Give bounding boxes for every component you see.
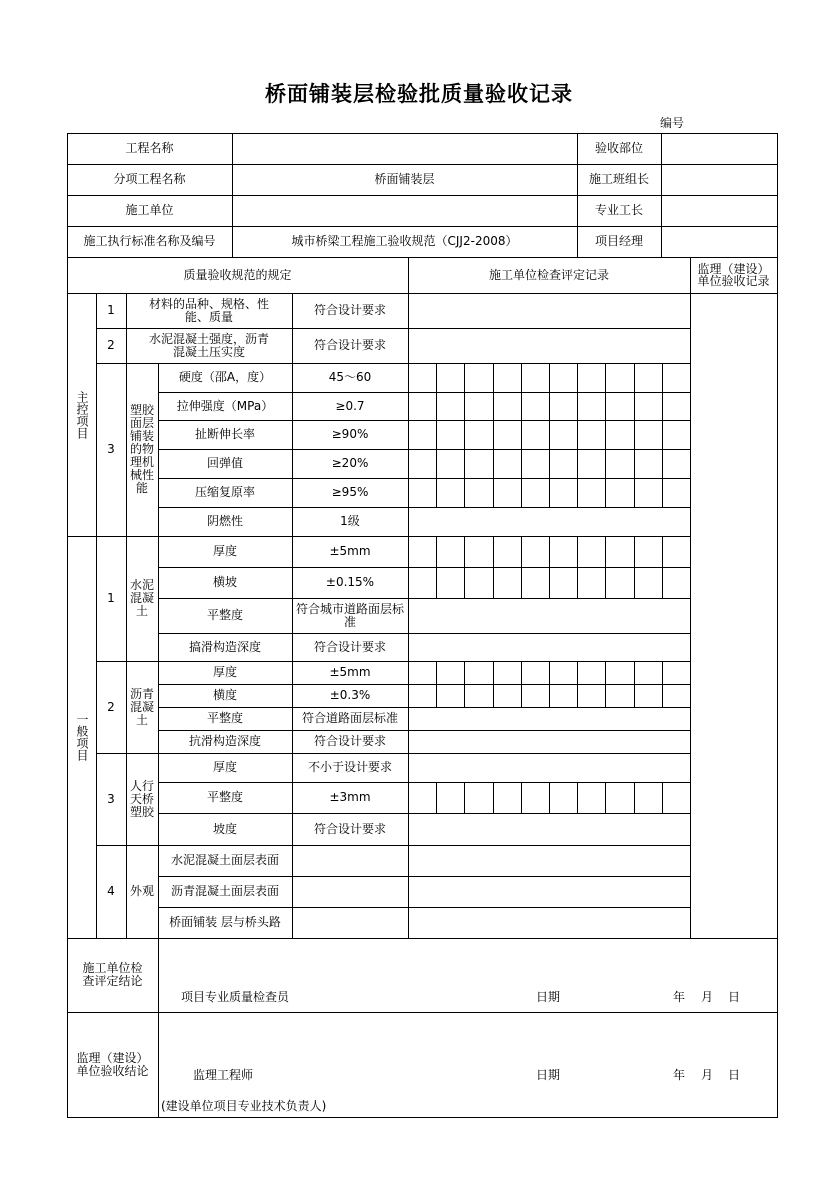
main-item-3-record-cell[interactable]: [577, 449, 605, 478]
main-item-3-record-cell[interactable]: [521, 392, 549, 420]
main-item-3-record-cell[interactable]: [436, 363, 464, 392]
main-item-3-record-cell[interactable]: [549, 449, 577, 478]
main-item-3-record-cell[interactable]: [605, 420, 633, 449]
contractor-conclusion-label: 施工单位检查评定结论: [82, 961, 143, 988]
general-item-group: [126, 753, 158, 845]
main-item-3-record-cell[interactable]: [436, 392, 464, 420]
main-item-3-record-cell[interactable]: [464, 449, 492, 478]
standard-field[interactable]: 城市桥梁工程施工验收规范（CJJ2-2008）: [291, 234, 518, 248]
general-item-record-cell[interactable]: [549, 567, 577, 598]
main-item-3-record-cell[interactable]: [549, 420, 577, 449]
general-item-record-cell[interactable]: [408, 661, 436, 684]
general-item-record-cell[interactable]: [493, 684, 521, 707]
general-item-record-cell[interactable]: [577, 567, 605, 598]
main-item-no: 2: [107, 338, 115, 352]
accept-part-field[interactable]: [661, 133, 777, 164]
general-item-record-cell[interactable]: [521, 536, 549, 567]
project-name-field[interactable]: [232, 133, 577, 164]
general-item-record-cell[interactable]: [662, 567, 690, 598]
day-label: 日: [728, 1068, 741, 1082]
main-item-3-record-cell[interactable]: [464, 478, 492, 507]
general-item-record-field[interactable]: [408, 633, 690, 661]
general-item-name: 平整度: [206, 711, 243, 725]
general-item-record-cell[interactable]: [493, 782, 521, 813]
general-item-record-cell[interactable]: [464, 536, 492, 567]
main-item-name: 扯断伸长率: [194, 427, 255, 441]
general-item-record-cell[interactable]: [577, 661, 605, 684]
general-item-name: 平整度: [206, 608, 243, 622]
general-item-group-text: 人行天桥塑胶: [129, 778, 154, 819]
general-item-record-cell[interactable]: [577, 782, 605, 813]
general-items-label: [67, 536, 96, 938]
foreman-label: 专业工长: [594, 203, 643, 217]
general-item-name: 平整度: [206, 790, 243, 804]
general-item-req: 符合道路面层标准: [301, 711, 398, 725]
main-item-req: 45～60: [328, 370, 372, 384]
supervisor-conclusion-label: 监理（建设）单位验收结论: [76, 1050, 149, 1078]
general-item-name: 厚度: [212, 665, 237, 679]
general-item-record-cell[interactable]: [521, 782, 549, 813]
general-item-req: [292, 845, 408, 876]
engineer-label: 监理工程师: [193, 1068, 254, 1082]
general-item-record-cell[interactable]: [662, 661, 690, 684]
main-item-3-record-cell[interactable]: [662, 449, 690, 478]
general-item-record-cell[interactable]: [436, 782, 464, 813]
general-item-req: ±3mm: [329, 790, 371, 804]
month-label: 月: [701, 1068, 714, 1082]
general-item-record-field[interactable]: [408, 907, 690, 938]
general-item-record-cell[interactable]: [549, 782, 577, 813]
general-item-group: 外观: [129, 884, 154, 898]
main-item-3-record-cell[interactable]: [521, 478, 549, 507]
main-item-3-record-cell[interactable]: [577, 363, 605, 392]
general-item-record-cell[interactable]: [408, 684, 436, 707]
general-item-record-field[interactable]: [408, 876, 690, 907]
main-item-req: 1级: [340, 514, 360, 528]
pm-field[interactable]: [661, 226, 777, 257]
main-item-3-record-cell[interactable]: [634, 478, 662, 507]
contractor-field[interactable]: [232, 195, 577, 226]
main-item-3-record-cell[interactable]: [436, 449, 464, 478]
sub-project-field[interactable]: 桥面铺装层: [374, 172, 435, 186]
general-item-record-cell[interactable]: [436, 684, 464, 707]
main-item-req: ≥95%: [331, 485, 369, 499]
general-item-req: ±5mm: [329, 544, 371, 558]
general-item-group-text: 水泥混凝土: [129, 578, 154, 618]
team-leader-field[interactable]: [661, 164, 777, 195]
supervisor-record-header: 监理（建设）单位验收记录: [697, 262, 770, 288]
main-item-3-record-cell[interactable]: [605, 449, 633, 478]
main-item-no: 3: [107, 442, 115, 456]
main-item-3-record-cell[interactable]: [464, 363, 492, 392]
general-item-record-cell[interactable]: [408, 782, 436, 813]
main-item-group: [126, 363, 158, 536]
spec-column-header: 质量验收规范的规定: [183, 267, 292, 282]
main-item-3-record-cell[interactable]: [493, 392, 521, 420]
main-item-3-record-cell[interactable]: [662, 392, 690, 420]
general-item-record-cell[interactable]: [436, 567, 464, 598]
general-item-no: 2: [107, 699, 115, 714]
general-item-record-cell[interactable]: [521, 567, 549, 598]
general-item-record-cell[interactable]: [549, 684, 577, 707]
main-item-name: 材料的品种、规格、性能、质量: [148, 296, 269, 324]
main-item-3-record-cell[interactable]: [436, 478, 464, 507]
main-item-req: ≥20%: [331, 456, 369, 470]
general-item-req: ±0.15%: [325, 575, 375, 589]
general-item-record-cell[interactable]: [521, 684, 549, 707]
general-item-req: 不小于设计要求: [307, 760, 392, 774]
main-item-no: 1: [107, 303, 115, 317]
general-item-record-cell[interactable]: [464, 684, 492, 707]
general-item-record-cell[interactable]: [634, 661, 662, 684]
standard-label: 施工执行标准名称及编号: [83, 234, 216, 248]
inspector-label: 项目专业质量检查员: [181, 990, 290, 1004]
main-item-3-record-cell[interactable]: [493, 449, 521, 478]
general-item-group: [126, 536, 158, 661]
date-label: 日期: [536, 990, 561, 1004]
main-item-3-record-cell[interactable]: [662, 363, 690, 392]
general-item-req: ±0.3%: [329, 688, 371, 702]
main-item-3-record-cell[interactable]: [634, 363, 662, 392]
main-item-3-record-cell[interactable]: [493, 363, 521, 392]
general-item-record-cell[interactable]: [605, 661, 633, 684]
general-item-req: 符合城市道路面层标准: [296, 601, 405, 629]
main-item-3-record-cell[interactable]: [493, 478, 521, 507]
general-item-record-cell[interactable]: [577, 684, 605, 707]
general-item-req: 符合设计要求: [313, 639, 386, 654]
general-item-record-cell[interactable]: [605, 782, 633, 813]
general-item-record-cell[interactable]: [634, 782, 662, 813]
main-item-req: ≥0.7: [335, 398, 365, 413]
main-item-3-record-field[interactable]: [408, 507, 690, 536]
main-item-name: 拉伸强度（MPa）: [176, 398, 274, 413]
main-item-group-text: 塑胶面层铺装的物理机械性能: [129, 403, 154, 495]
general-items-label-text: 一般项目: [75, 713, 89, 761]
general-item-record-cell[interactable]: [634, 536, 662, 567]
general-item-no: 1: [107, 591, 115, 605]
general-item-group: [126, 661, 158, 753]
date-label: 日期: [536, 1068, 561, 1082]
general-item-record-cell[interactable]: [493, 567, 521, 598]
foreman-field[interactable]: [661, 195, 777, 226]
main-item-3-record-cell[interactable]: [634, 392, 662, 420]
general-item-record-cell[interactable]: [605, 536, 633, 567]
contractor-label: 施工单位: [125, 203, 174, 217]
year-label: 年: [673, 990, 686, 1004]
main-item-3-record-cell[interactable]: [634, 420, 662, 449]
main-item-3-record-cell[interactable]: [549, 363, 577, 392]
main-item-3-record-cell[interactable]: [408, 478, 436, 507]
general-item-name: 沥青混凝土面层表面: [170, 884, 279, 898]
general-item-record-cell[interactable]: [662, 536, 690, 567]
general-item-record-cell[interactable]: [549, 536, 577, 567]
general-item-record-cell[interactable]: [408, 536, 436, 567]
general-item-record-field[interactable]: [408, 707, 690, 730]
page-title: 桥面铺装层检验批质量验收记录: [265, 82, 573, 106]
general-item-req: 符合设计要求: [313, 821, 386, 836]
general-item-req: [292, 876, 408, 907]
supervisor-record-field[interactable]: [690, 293, 777, 938]
general-item-record-cell[interactable]: [493, 536, 521, 567]
general-item-req: 符合设计要求: [313, 734, 386, 748]
general-item-name: 横坡: [212, 575, 237, 589]
general-item-group-text: 沥青混凝土: [129, 686, 154, 727]
day-label: 日: [728, 990, 741, 1004]
general-item-no: 4: [107, 884, 115, 898]
main-item-3-record-cell[interactable]: [464, 392, 492, 420]
main-item-name: 回弹值: [206, 456, 243, 470]
general-item-name: 抗滑构造深度: [188, 734, 261, 748]
main-item-3-record-cell[interactable]: [521, 363, 549, 392]
main-item-2-record-field[interactable]: [408, 328, 690, 363]
general-item-record-field[interactable]: [408, 845, 690, 876]
main-item-req: 符合设计要求: [313, 303, 386, 317]
main-item-req: ≥90%: [331, 427, 369, 441]
general-item-record-cell[interactable]: [605, 567, 633, 598]
team-leader-label: 施工班组长: [588, 172, 649, 186]
main-item-3-record-cell[interactable]: [577, 478, 605, 507]
general-item-record-cell[interactable]: [436, 661, 464, 684]
main-item-3-record-cell[interactable]: [464, 420, 492, 449]
main-item-3-record-cell[interactable]: [521, 420, 549, 449]
main-item-3-record-cell[interactable]: [577, 420, 605, 449]
main-item-3-record-cell[interactable]: [408, 363, 436, 392]
main-item-name: 阴燃性: [206, 514, 243, 528]
general-item-req: ±5mm: [329, 665, 371, 679]
general-item-name: 搞滑构造深度: [188, 639, 261, 654]
general-item-record-cell[interactable]: [577, 536, 605, 567]
general-item-record-cell[interactable]: [464, 567, 492, 598]
main-item-name: 水泥混凝土强度，沥青混凝土压实度: [148, 331, 269, 359]
main-item-3-record-cell[interactable]: [436, 420, 464, 449]
general-item-record-field[interactable]: [408, 813, 690, 845]
general-item-record-cell[interactable]: [549, 661, 577, 684]
project-name-label: 工程名称: [125, 141, 174, 155]
main-item-1-record-field[interactable]: [408, 293, 690, 328]
main-item-3-record-cell[interactable]: [605, 478, 633, 507]
main-item-3-record-cell[interactable]: [549, 478, 577, 507]
main-item-3-record-cell[interactable]: [662, 478, 690, 507]
general-item-record-cell[interactable]: [662, 782, 690, 813]
main-item-3-record-cell[interactable]: [634, 449, 662, 478]
general-item-name: 厚度: [212, 760, 237, 774]
general-item-name: 桥面铺装 层与桥头路: [169, 915, 281, 929]
main-item-name: 压缩复原率: [194, 485, 255, 499]
main-items-label-text: 主控项目: [75, 390, 89, 439]
general-item-record-cell[interactable]: [408, 567, 436, 598]
owner-note: (建设单位项目专业技术负责人): [161, 1099, 327, 1113]
code-label: 编号: [660, 116, 685, 130]
general-item-record-cell[interactable]: [662, 684, 690, 707]
year-label: 年: [673, 1068, 686, 1082]
main-item-3-record-cell[interactable]: [408, 392, 436, 420]
pm-label: 项目经理: [594, 234, 643, 248]
main-item-req: 符合设计要求: [313, 338, 386, 352]
main-item-3-record-cell[interactable]: [577, 392, 605, 420]
general-item-record-cell[interactable]: [493, 661, 521, 684]
general-item-req: [292, 907, 408, 938]
main-item-3-record-cell[interactable]: [493, 420, 521, 449]
general-item-no: 3: [107, 791, 115, 806]
general-item-name: 水泥混凝土面层表面: [170, 853, 279, 867]
general-item-record-cell[interactable]: [521, 661, 549, 684]
main-item-3-record-cell[interactable]: [408, 420, 436, 449]
main-item-3-record-cell[interactable]: [521, 449, 549, 478]
general-item-record-field[interactable]: [408, 598, 690, 633]
general-item-name: 坡度: [212, 821, 237, 836]
general-item-name: 横度: [212, 688, 237, 702]
general-item-record-field[interactable]: [408, 753, 690, 782]
month-label: 月: [701, 990, 714, 1004]
contractor-record-header: 施工单位检查评定记录: [488, 267, 609, 282]
main-item-3-record-cell[interactable]: [662, 420, 690, 449]
accept-part-label: 验收部位: [594, 141, 643, 155]
main-item-3-record-cell[interactable]: [549, 392, 577, 420]
main-item-3-record-cell[interactable]: [605, 363, 633, 392]
general-item-record-cell[interactable]: [634, 684, 662, 707]
main-item-3-record-cell[interactable]: [408, 449, 436, 478]
sub-project-label: 分项工程名称: [113, 172, 186, 186]
main-item-name: 硬度（邵A，度）: [178, 370, 272, 384]
general-item-record-cell[interactable]: [464, 782, 492, 813]
general-item-record-cell[interactable]: [436, 536, 464, 567]
general-item-record-cell[interactable]: [464, 661, 492, 684]
general-item-record-field[interactable]: [408, 730, 690, 753]
general-item-name: 厚度: [212, 544, 237, 558]
general-item-record-cell[interactable]: [634, 567, 662, 598]
general-item-record-cell[interactable]: [605, 684, 633, 707]
main-items-label: [67, 293, 96, 536]
main-item-3-record-cell[interactable]: [605, 392, 633, 420]
